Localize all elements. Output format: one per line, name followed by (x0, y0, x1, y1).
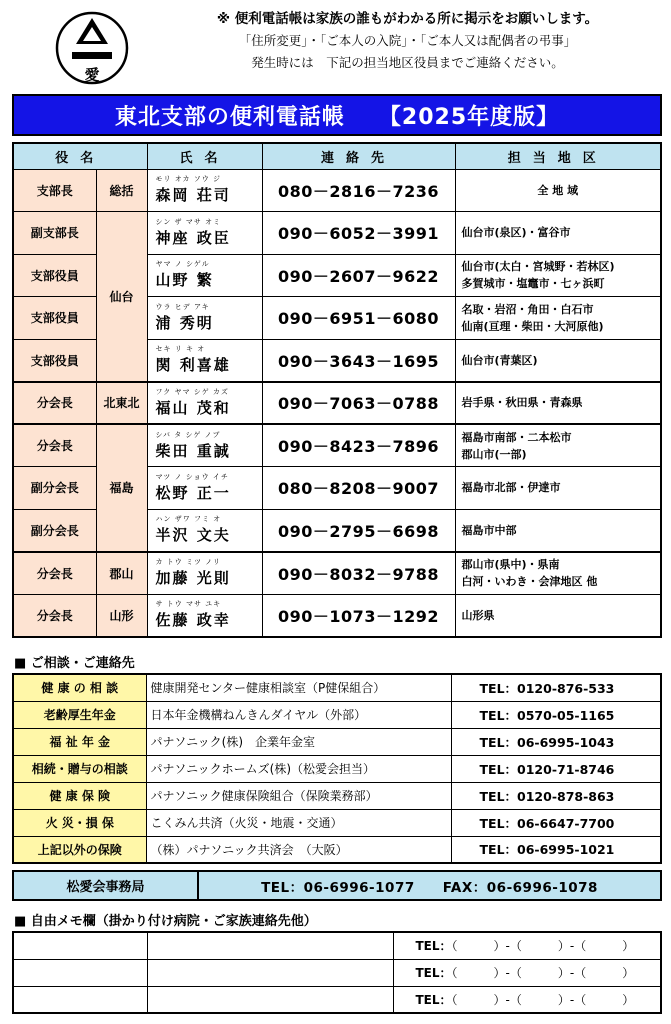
member-region-line: 郡山市(県中)・県南 (461, 558, 560, 571)
consult-category: 健 康 の 相 談 (13, 674, 146, 701)
consult-organization: 日本年金機構ねんきんダイヤル（外部） (146, 701, 451, 728)
memo-field[interactable] (13, 959, 147, 986)
member-region (455, 297, 661, 340)
consult-row (13, 674, 661, 701)
title-edition: 【2025年度版】 (378, 104, 560, 130)
consult-category: 健 康 保 険 (13, 782, 146, 809)
member-region-line: 名取・岩沼・角田・白石市 (461, 302, 594, 316)
memo-field[interactable] (147, 932, 393, 959)
member-area: 福島 (96, 424, 147, 552)
member-region-line: 福島市北部・伊達市 (461, 481, 561, 495)
member-phone: 080－2816－7236 (262, 169, 455, 212)
memo-table (12, 931, 662, 1014)
member-name-cell (147, 169, 262, 212)
consult-tel: TEL：0570-05-1165 (451, 701, 661, 728)
member-region (455, 339, 661, 382)
member-region (455, 467, 661, 510)
member-name-kana: シン ザ マサ オミ (155, 217, 222, 226)
member-name-cell (147, 382, 262, 425)
memo-heading: ■ 自由メモ欄（掛かり付け病院・ご家族連絡先他） (14, 914, 317, 929)
consult-row (13, 809, 661, 836)
member-role: 支部役員 (13, 339, 96, 382)
member-region-line: 仙台市(太白・宮城野・若林区) (461, 260, 615, 274)
member-role: 支部長 (13, 169, 96, 212)
memo-field[interactable] (13, 986, 147, 1013)
member-phone: 090－8032－9788 (262, 552, 455, 595)
member-area: 北東北 (96, 382, 147, 425)
office-contact-bar (12, 870, 662, 901)
member-role: 支部役員 (13, 254, 96, 297)
consult-table (12, 673, 662, 864)
consult-organization: パナソニック健康保険組合（保険業務部） (146, 782, 451, 809)
memo-tel-label: TEL： (415, 992, 452, 1007)
consult-tel: TEL：0120-876-533 (451, 674, 661, 701)
member-name-cell (147, 467, 262, 510)
table-row (13, 594, 661, 637)
member-region (455, 382, 661, 425)
notice-text (150, 8, 665, 74)
association-logo (54, 8, 130, 88)
member-name-kana: マツ ノ ショウ イチ (155, 472, 229, 481)
consult-tel: TEL：0120-71-8746 (451, 755, 661, 782)
member-name-cell (147, 339, 262, 382)
member-region (455, 594, 661, 637)
member-phone: 090－8423－7896 (262, 424, 455, 467)
table-row (13, 382, 661, 425)
member-name-kana: シバ タ シゲ ノブ (155, 430, 221, 439)
consult-row (13, 701, 661, 728)
member-region-line: 福島市中部 (461, 523, 517, 537)
member-region-line: 仙台市(青葉区) (461, 353, 538, 367)
table-row (13, 169, 661, 212)
member-name-kana: ウラ ヒデ アキ (155, 302, 210, 311)
consult-tel: TEL：0120-878-863 (451, 782, 661, 809)
office-label: 松愛会事務局 (14, 872, 199, 899)
logo-emblem-char: 愛 (84, 66, 100, 84)
member-name: 佐藤 政幸 (155, 611, 231, 629)
member-phone: 090－7063－0788 (262, 382, 455, 425)
member-directory-table (12, 142, 662, 638)
member-area: 総括 (96, 169, 147, 212)
notice-line-2: 「住所変更」・「ご本人の入院」・「ご本人又は配偶者の弔事」 (238, 33, 577, 48)
memo-field[interactable] (147, 986, 393, 1013)
member-name-cell (147, 254, 262, 297)
consult-heading: ■ ご相談・ご連絡先 (14, 656, 135, 671)
member-region-line: 全 地 域 (537, 183, 579, 197)
consult-organization: （株）パナソニック共済会 （大阪） (146, 836, 451, 863)
member-role: 分会長 (13, 594, 96, 637)
consult-row (13, 755, 661, 782)
member-name-kana: ヤマ ノ シゲル (155, 260, 210, 269)
member-name-cell (147, 212, 262, 255)
memo-field[interactable] (13, 932, 147, 959)
consult-category: 上記以外の保険 (13, 836, 146, 863)
consult-tel: TEL：06-6995-1021 (451, 836, 661, 863)
member-region-line: 郡山市(一部) (461, 447, 527, 461)
member-region (455, 212, 661, 255)
page-title (12, 94, 662, 136)
memo-row (13, 959, 661, 986)
member-phone: 080－8208－9007 (262, 467, 455, 510)
member-name-kana: カ トウ ミツ ノリ (155, 558, 221, 566)
header-name: 氏名 (147, 143, 262, 169)
member-region-line: 白河・いわき・会津地区 他 (461, 575, 598, 588)
header-contact: 連絡先 (262, 143, 455, 169)
memo-tel-brackets: （ ）-（ ）-（ ） (451, 939, 635, 954)
table-row (13, 212, 661, 255)
member-name-cell (147, 297, 262, 340)
memo-tel-field[interactable] (393, 932, 661, 959)
memo-tel-field[interactable] (393, 959, 661, 986)
member-name: 加藤 光則 (155, 569, 231, 587)
memo-tel-brackets: （ ）-（ ）-（ ） (451, 966, 635, 980)
notice-line-1: ※ 便利電話帳は家族の誰もがわかる所に掲示をお願いします。 (216, 11, 599, 27)
member-phone: 090－2795－6698 (262, 509, 455, 552)
member-role: 分会長 (13, 552, 96, 595)
member-name: 福山 茂和 (155, 398, 231, 417)
notice-line-3: 発生時には 下記の担当地区役員までご連絡ください。 (251, 55, 564, 70)
member-region (455, 552, 661, 595)
table-row (13, 424, 661, 467)
member-role: 分会長 (13, 424, 96, 467)
member-name-cell (147, 509, 262, 552)
member-region-line: 山形県 (461, 608, 495, 622)
office-fax: FAX：06-6996-1078 (442, 879, 598, 896)
member-name: 柴田 重誠 (155, 441, 231, 460)
consult-tel: TEL：06-6647-7700 (451, 809, 661, 836)
member-area: 郡山 (96, 552, 147, 595)
memo-tel-field[interactable] (393, 986, 661, 1013)
member-area: 仙台 (96, 212, 147, 382)
member-role: 副分会長 (13, 509, 96, 552)
member-region-line: 仙台市(泉区)・富谷市 (461, 226, 571, 240)
member-region-line: 仙南(亘理・柴田・大河原他) (461, 319, 604, 333)
table-row (13, 552, 661, 595)
consult-row (13, 782, 661, 809)
consult-category: 福 祉 年 金 (13, 728, 146, 755)
consult-category: 相続・贈与の相談 (13, 755, 146, 782)
member-area: 山形 (96, 594, 147, 637)
consult-row (13, 728, 661, 755)
memo-tel-label: TEL： (415, 939, 452, 954)
member-name: 森岡 荘司 (155, 186, 231, 205)
consult-organization: 健康開発センター健康相談室（P健保組合） (146, 674, 451, 701)
member-name: 浦 秀明 (155, 313, 214, 332)
member-name: 山野 繁 (155, 271, 214, 290)
member-region (455, 509, 661, 552)
member-name-kana: サ トウ マサ ユキ (155, 600, 222, 608)
member-region (455, 424, 661, 467)
consult-organization: こくみん共済（火災・地震・交通） (146, 809, 451, 836)
member-role: 副分会長 (13, 467, 96, 510)
member-region-line: 多賀城市・塩竈市・七ヶ浜町 (461, 277, 605, 291)
member-region (455, 169, 661, 212)
consult-tel: TEL：06-6995-1043 (451, 728, 661, 755)
memo-row (13, 932, 661, 959)
header-role: 役名 (13, 143, 147, 169)
member-role: 支部役員 (13, 297, 96, 340)
consult-category: 老齢厚生年金 (13, 701, 146, 728)
member-name: 半沢 文夫 (155, 526, 231, 544)
office-tel: TEL：06-6996-1077 (261, 879, 415, 896)
member-name-kana: モリ オカ ソウ ジ (155, 175, 221, 184)
member-phone: 090－2607－9622 (262, 254, 455, 297)
member-phone: 090－6052－3991 (262, 212, 455, 255)
title-main: 東北支部の便利電話帳 (114, 104, 345, 130)
member-name: 関 利喜雄 (155, 356, 231, 374)
member-name-cell (147, 594, 262, 637)
member-name-kana: セキ リ キ オ (155, 345, 206, 353)
consult-row (13, 836, 661, 863)
member-region (455, 254, 661, 297)
member-name: 松野 正一 (155, 483, 231, 502)
member-role: 副支部長 (13, 212, 96, 255)
member-phone: 090－1073－1292 (262, 594, 455, 637)
member-name-cell (147, 424, 262, 467)
consult-category: 火 災・損 保 (13, 809, 146, 836)
member-region-line: 福島市南部・二本松市 (461, 430, 572, 444)
consult-organization: パナソニックホームズ(株)（松愛会担当） (146, 755, 451, 782)
member-region-line: 岩手県・秋田県・青森県 (461, 396, 583, 410)
member-role: 分会長 (13, 382, 96, 425)
member-name: 神座 政臣 (155, 228, 231, 247)
member-name-cell (147, 552, 262, 595)
consult-organization: パナソニック(株) 企業年金室 (146, 728, 451, 755)
member-phone: 090－3643－1695 (262, 339, 455, 382)
member-phone: 090－6951－6080 (262, 297, 455, 340)
member-name-kana: ハン ザワ フミ オ (155, 515, 222, 523)
memo-tel-brackets: （ ）-（ ）-（ ） (451, 992, 635, 1007)
memo-field[interactable] (147, 959, 393, 986)
table-header-row (13, 143, 661, 169)
memo-tel-label: TEL： (415, 966, 452, 980)
header-region: 担当地区 (455, 143, 661, 169)
memo-row (13, 986, 661, 1013)
member-name-kana: フク ヤマ シゲ カズ (155, 387, 229, 396)
